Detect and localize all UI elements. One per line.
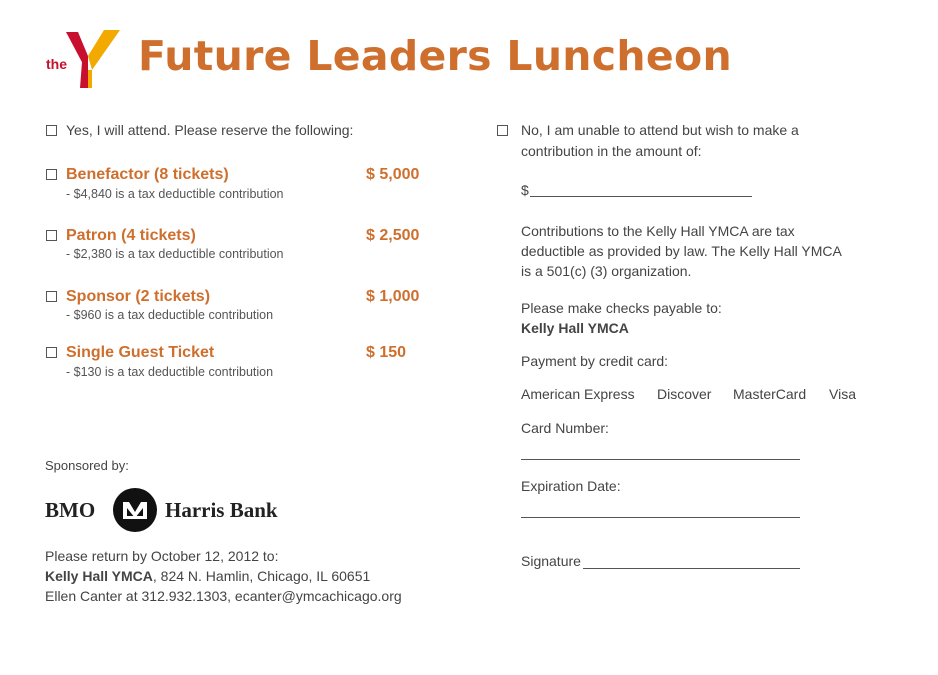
tier-name: Sponsor (2 tickets) <box>66 288 211 305</box>
contribution-amount-field[interactable] <box>530 196 752 197</box>
tier-price: $ 5,000 <box>366 166 420 183</box>
dollar-sign: $ <box>521 182 529 198</box>
card-option-mastercard[interactable]: MasterCard <box>733 386 807 402</box>
tier-checkbox-sponsor[interactable] <box>46 291 57 302</box>
expiration-label: Expiration Date: <box>521 478 621 494</box>
decline-checkbox[interactable] <box>497 125 508 136</box>
tier-name: Benefactor (8 tickets) <box>66 166 229 183</box>
attend-checkbox[interactable] <box>46 125 57 136</box>
tax-note-line-2: deductible as provided by law. The Kelly Hall YMCA <box>521 243 842 259</box>
expiration-field[interactable] <box>521 517 800 518</box>
return-by-text: Please return by October 12, 2012 to: <box>45 548 279 564</box>
return-address <box>45 566 370 586</box>
page-title: Future Leaders Luncheon <box>138 32 732 80</box>
ymca-y-icon <box>44 26 124 92</box>
tier-note: - $960 is a tax deductible contribution <box>66 308 274 322</box>
tier-name: Single Guest Ticket <box>66 344 215 361</box>
card-number-field[interactable] <box>521 459 800 460</box>
signature-field[interactable] <box>583 568 800 569</box>
bmo-text: BMO <box>45 498 96 522</box>
decline-line-2: contribution in the amount of: <box>521 143 702 159</box>
bmo-roundel-icon <box>112 487 158 533</box>
checks-label: Please make checks payable to: <box>521 300 722 316</box>
tier-note: - $130 is a tax deductible contribution <box>66 365 274 379</box>
signature-label: Signature <box>521 553 581 569</box>
tier-note: - $2,380 is a tax deductible contribution <box>66 247 284 261</box>
credit-card-label: Payment by credit card: <box>521 353 669 369</box>
harris-bank-text: Harris Bank <box>165 498 278 522</box>
return-street: , 824 N. Hamlin, Chicago, IL 60651 <box>152 568 371 584</box>
card-option-discover[interactable]: Discover <box>657 386 712 402</box>
return-contact: Ellen Canter at 312.932.1303, ecanter@ymcachicago.org <box>45 588 402 604</box>
tier-price: $ 1,000 <box>366 288 420 305</box>
card-option-amex[interactable]: American Express <box>521 386 635 402</box>
tax-note-line-3: is a 501(c) (3) organization. <box>521 263 692 279</box>
decline-line-1: No, I am unable to attend but wish to make a <box>521 122 799 138</box>
tier-checkbox-patron[interactable] <box>46 230 57 241</box>
attend-label: Yes, I will attend. Please reserve the following: <box>66 122 354 138</box>
tier-checkbox-benefactor[interactable] <box>46 169 57 180</box>
logo-the-text: the <box>46 56 67 72</box>
tier-price: $ 150 <box>366 344 407 361</box>
tier-checkbox-single[interactable] <box>46 347 57 358</box>
return-org: Kelly Hall YMCA <box>45 568 153 584</box>
tier-note: - $4,840 is a tax deductible contribution <box>66 187 284 201</box>
bmo-harris-logo <box>45 487 305 533</box>
checks-payee: Kelly Hall YMCA <box>521 320 629 336</box>
tier-price: $ 2,500 <box>366 227 420 244</box>
tier-name: Patron (4 tickets) <box>66 227 196 244</box>
card-option-visa[interactable]: Visa <box>829 386 856 402</box>
tax-note-line-1: Contributions to the Kelly Hall YMCA are tax <box>521 223 795 239</box>
card-number-label: Card Number: <box>521 420 609 436</box>
sponsored-by-label: Sponsored by: <box>45 458 129 473</box>
ymca-logo <box>44 26 124 92</box>
